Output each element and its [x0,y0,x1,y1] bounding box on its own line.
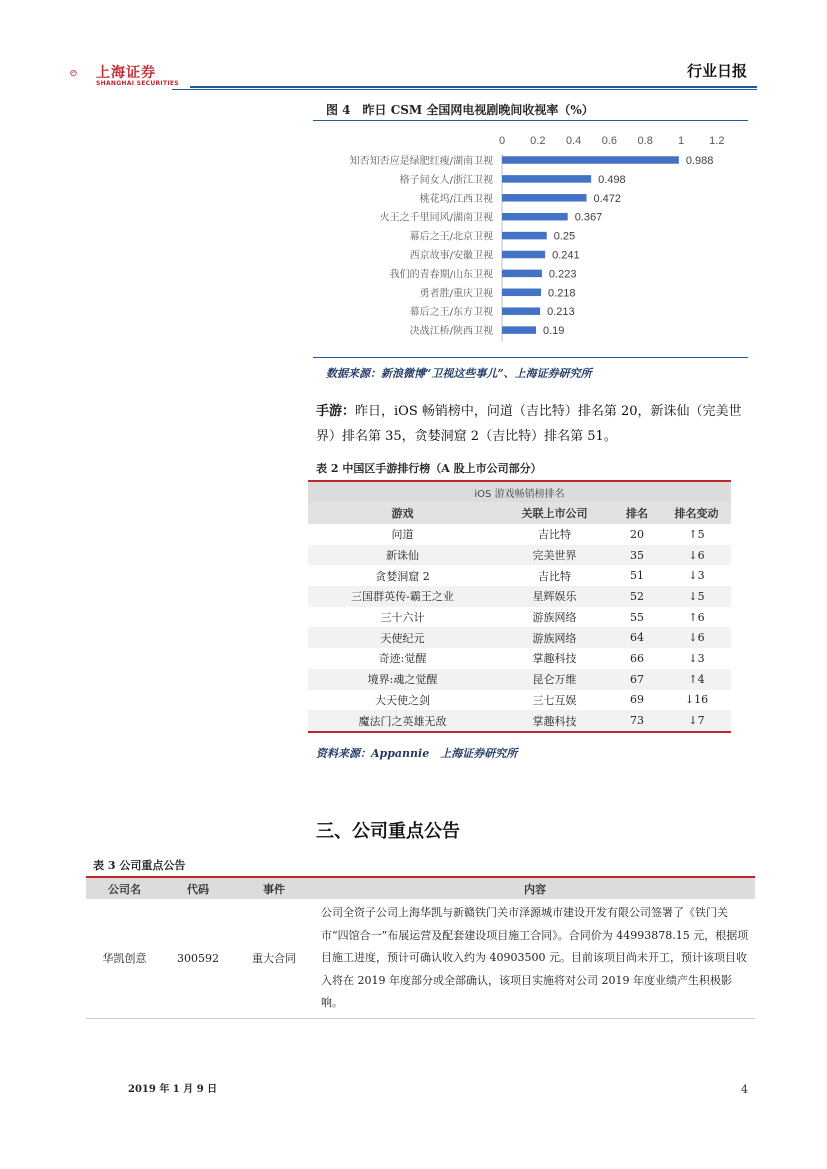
ratings-bar-chart [313,124,748,356]
table-row [308,710,731,732]
data-label: 0.218 [548,287,576,300]
bar [502,156,679,164]
table3-header-event: 事件 [233,877,315,899]
company-cell: 星辉娱乐 [497,586,612,607]
change-cell: ↓16 [684,693,709,707]
rank-cell: 35 [612,545,662,566]
game-cell: 新诛仙 [308,545,497,566]
table2-title: 表 2 中国区手游排行榜（A 股上市公司部分） [316,462,542,475]
table2-header-game: 游戏 [308,502,497,524]
event-cell: 重大合同 [233,899,315,1018]
change-cell: ↑4 [662,669,731,690]
figure-bottom-rule [313,357,748,358]
data-label: 0.367 [574,211,603,224]
bar [502,175,591,183]
bar [502,270,542,278]
header-divider [190,86,757,88]
bar [502,232,547,240]
change-cell: ↓6 [662,545,731,566]
logo-subtext: SHANGHAI SECURITIES [96,80,179,87]
mobile-games-paragraph [316,399,756,449]
change-cell: ↓5 [662,586,731,607]
table3-header-company: 公司名 [86,877,163,899]
category-label: 决战江桥/陕西卫视 [409,326,493,338]
x-tick-label: 0 [498,135,506,147]
company-cell: 昆仑万维 [497,669,612,690]
paragraph-lead: 手游： [316,404,356,419]
table3-header-code: 代码 [163,877,233,899]
header-divider-thin [172,89,757,90]
section-heading: 三、公司重点公告 [316,821,460,842]
rank-cell: 52 [612,586,662,607]
company-cell: 吉比特 [538,528,571,542]
change-cell: ↑5 [688,527,705,541]
data-label: 0.988 [685,155,714,167]
game-cell: 三十六计 [380,611,425,625]
figure-top-rule [313,120,748,121]
company-cell: 游族网络 [532,611,577,625]
game-cell: 问道 [391,528,414,542]
data-label: 0.241 [552,249,580,262]
data-label: 0.498 [598,173,626,186]
footer-date: 2019 年 1 月 9 日 [128,1084,218,1095]
game-cell: 大天使之剑 [375,693,430,707]
company-cell: 完美世界 [497,545,612,566]
page-number: 4 [741,1083,748,1096]
company-cell: 掌趣科技 [532,652,577,666]
category-label: 知否知否应是绿肥红瘦/湖南卫视 [349,156,493,167]
category-label: 格子间女人/浙江卫视 [399,174,493,186]
code-cell: 300592 [163,899,233,1018]
rank-cell: 69 [630,693,644,707]
bar [502,194,586,202]
content-cell: 公司全资子公司上海华凯与新赣铁门关市泽源城市建设开发有限公司签署了《铁门关市“四馆合一”布展运营及配套建设项目施工合同》。合同价为 44993878.15 元，根据项目施工进度，预计可确认收入约为 40903500 元。目前该项目尚未开工，预计该项目收入将在 2019 年度部分或全部确认，该项目实施将对公司 2019 年度业绩产生积极影响。 [315,899,755,1018]
table-row [308,565,731,586]
table2-header-company: 关联上市公司 [497,502,612,524]
logo-text: 上海证券 [96,65,156,81]
change-cell: ↑6 [688,610,705,624]
bar [502,326,536,334]
game-cell: 天使纪元 [308,627,497,648]
company-cell: 三七互娱 [532,693,577,707]
figure-source: 数据来源：新浪微博“卫视这些事儿”、上海证券研究所 [326,367,592,380]
game-cell: 三国群英传-霸王之业 [308,586,497,607]
table2-banner: iOS 游戏畅销榜排名 [308,481,731,502]
category-label: 我们的青春期/山东卫视 [389,269,493,281]
category-label: 西京故事/安徽卫视 [409,250,493,262]
change-cell: ↓6 [662,627,731,648]
category-label: 勇者胜/重庆卫视 [419,288,493,300]
data-label: 0.472 [593,192,622,205]
bar [502,251,545,259]
x-tick-label: 0.2 [530,135,546,147]
rank-cell: 67 [612,669,662,690]
category-label: 桃花坞/江西卫视 [419,193,493,205]
table-row [308,545,731,566]
change-cell: ↓3 [688,569,705,583]
data-label: 0.25 [553,230,576,243]
table-row [308,627,731,648]
paragraph-text: 昨日，iOS 畅销榜中，问道（吉比特）排名第 20，新诛仙（完美世界）排名第 35，贪婪洞窟 2（吉比特）排名第 51。 [316,404,742,444]
table-row [308,524,731,545]
change-cell: ↓7 [662,710,731,732]
x-tick-label: 0.4 [565,135,582,147]
bar [502,307,540,315]
mobile-game-ranking-table [308,480,731,733]
company-cell: 游族网络 [497,627,612,648]
company-logo-icon [70,58,96,88]
rank-cell: 55 [630,610,644,624]
game-cell: 境界:魂之觉醒 [308,669,497,690]
rank-cell: 51 [630,569,644,583]
data-label: 0.19 [543,325,565,338]
table-row [308,648,731,669]
company-cell: 掌趣科技 [497,710,612,732]
change-cell: ↓3 [688,651,705,665]
table3-header-content: 内容 [315,877,755,899]
category-label: 幕后之王/东方卫视 [409,307,493,319]
table3-title: 表 3 公司重点公告 [93,859,186,872]
table2-header-rank: 排名 [612,502,662,524]
company-announcements-table [86,876,755,1019]
game-cell: 贪婪洞窟 2 [375,569,430,583]
table2-header-change: 排名变动 [662,502,731,524]
table-row [308,669,731,690]
report-type-title: 行业日报 [686,62,747,80]
figure-title: 图 4 昨日 CSM 全国网电视剧晚间收视率（%） [326,103,594,117]
bar [502,289,541,297]
game-cell: 魔法门之英雄无敌 [308,710,497,732]
data-label: 0.213 [547,306,575,319]
rank-cell: 20 [630,527,644,541]
x-tick-label: 0.6 [601,135,618,147]
table-row [86,899,755,1018]
table-row [308,607,731,628]
table-row [308,690,731,711]
rank-cell: 66 [630,651,644,665]
table-row [308,586,731,607]
game-cell: 奇迹:觉醒 [378,652,427,666]
bar [502,213,568,221]
x-tick-label: 1 [677,135,685,147]
company-cell: 华凯创意 [86,899,163,1018]
rank-cell: 64 [612,627,662,648]
company-cell: 吉比特 [538,569,571,583]
data-label: 0.223 [548,268,577,281]
x-tick-label: 0.8 [637,135,653,147]
category-label: 火王之千里同风/湖南卫视 [379,212,493,224]
x-tick-label: 1.2 [709,135,725,147]
rank-cell: 73 [612,710,662,732]
table2-source: 资料来源：Appannie 上海证券研究所 [316,747,518,760]
category-label: 幕后之王/北京卫视 [409,231,493,243]
